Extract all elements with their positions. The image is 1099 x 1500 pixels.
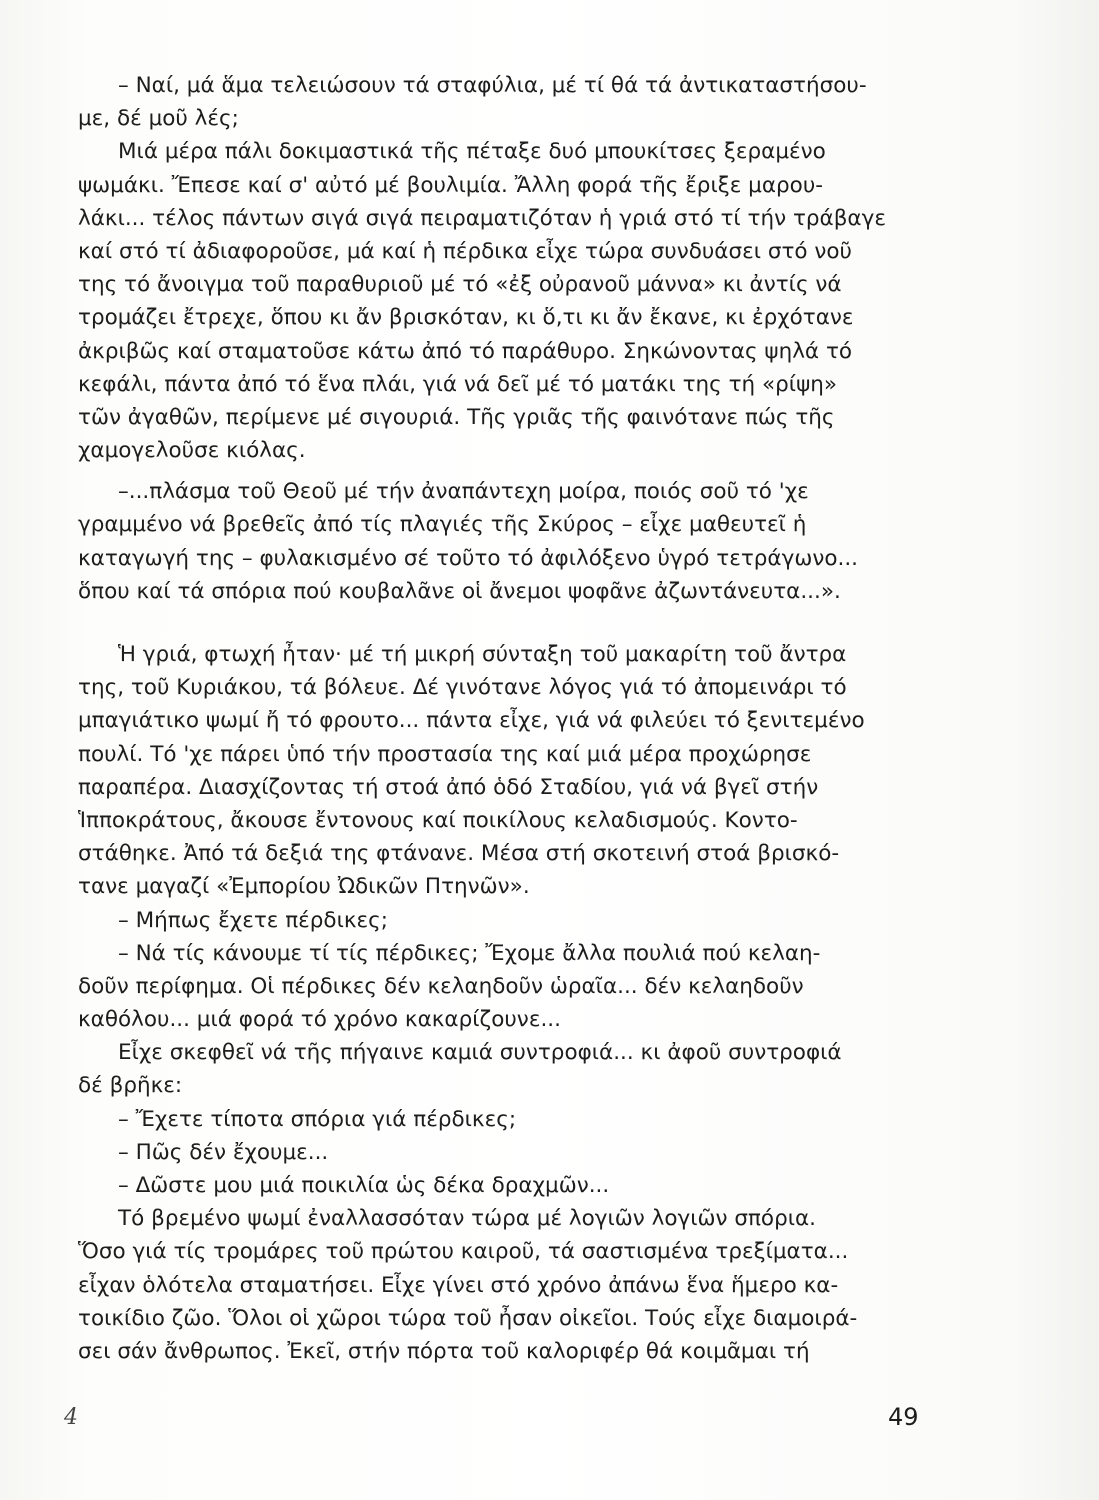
paragraph bbox=[78, 1036, 928, 1102]
text-line: της τό ἄνοιγμα τοῦ παραθυριοῦ μέ τό «ἐξ οὐρανοῦ μάννα» κι ἀντίς νά bbox=[78, 272, 842, 298]
text-line: Εἶχε σκεφθεῖ νά τῆς πήγαινε καμιά συντροφιά... κι ἀφοῦ συντροφιά bbox=[118, 1040, 842, 1066]
paragraph bbox=[78, 638, 928, 904]
paragraph bbox=[78, 1202, 928, 1368]
text-line: με, δέ μοῦ λές; bbox=[78, 106, 239, 132]
text-line: ἀκριβῶς καί σταματοῦσε κάτω ἀπό τό παράθυρο. Σηκώνοντας ψηλά τό bbox=[78, 338, 853, 364]
text-line: τοικίδιο ζῶο. Ὅλοι οἱ χῶροι τώρα τοῦ ἦσαν οἰκεῖοι. Τούς εἶχε διαμοιρά- bbox=[78, 1305, 858, 1331]
text-line: –...πλάσμα τοῦ Θεοῦ μέ τήν ἀναπάντεχη μοίρα, ποιός σοῦ τό 'χε bbox=[118, 479, 809, 505]
text-line: δοῦν περίφημα. Οἱ πέρδικες δέν κελαηδοῦν ὡραῖα... δέν κελαηδοῦν bbox=[78, 973, 804, 999]
text-line: – Ἔχετε τίποτα σπόρια γιά πέρδικες; bbox=[118, 1106, 517, 1132]
text-line: καί στό τί ἀδιαφοροῦσε, μά καί ἡ πέρδικα εἶχε τώρα συνδυάσει στό νοῦ bbox=[78, 238, 852, 264]
text-line: – Δῶστε μου μιά ποικιλία ὡς δέκα δραχμῶν... bbox=[118, 1173, 610, 1198]
text-line: δέ βρῆκε: bbox=[78, 1073, 183, 1099]
text-line: λάκι... τέλος πάντων σιγά σιγά πειραματιζόταν ἡ γριά στό τί τήν τράβαγε bbox=[78, 205, 886, 231]
paragraph bbox=[78, 1169, 928, 1202]
text-line: τῶν ἀγαθῶν, περίμενε μέ σιγουριά. Τῆς γριᾶς τῆς φαινότανε πώς τῆς bbox=[78, 404, 835, 430]
text-line: χαμογελοῦσε κιόλας. bbox=[78, 438, 306, 464]
text-line: μπαγιάτικο ψωμί ἤ τό φρουτο... πάντα εἶχε, γιά νά φιλεύει τό ξενιτεμένο bbox=[78, 708, 865, 734]
text-line: τρομάζει ἔτρεχε, ὅπου κι ἄν βρισκόταν, κι ὅ,τι κι ἄν ἔκανε, κι ἐρχότανε bbox=[78, 305, 854, 331]
text-line: Μιά μέρα πάλι δοκιμαστικά τῆς πέταξε δυό μπουκίτσες ξεραμένο bbox=[118, 139, 826, 165]
body-text bbox=[78, 69, 928, 1368]
paragraph bbox=[78, 69, 928, 135]
text-line: ὅπου καί τά σπόρια πού κουβαλᾶνε οἱ ἄνεμοι ψοφᾶνε ἀζωντάνευτα...». bbox=[78, 578, 841, 604]
text-line: της, τοῦ Κυριάκου, τά βόλευε. Δέ γινότανε λόγος γιά τό ἀπομεινάρι τό bbox=[78, 675, 847, 701]
text-line: κεφάλι, πάντα ἀπό τό ἕνα πλάι, γιά νά δεῖ μέ τό ματάκι της τή «ρίψη» bbox=[78, 371, 838, 397]
text-line: στάθηκε. Ἀπό τά δεξιά της φτάνανε. Μέσα στή σκοτεινή στοά βρισκό- bbox=[78, 841, 840, 867]
paragraph bbox=[78, 1136, 928, 1169]
text-line: πουλί. Τό 'χε πάρει ὑπό τήν προστασία της καί μιά μέρα προχώρησε bbox=[78, 741, 812, 767]
text-line: Ἱπποκράτους, ἄκουσε ἔντονους καί ποικίλους κελαδισμούς. Κοντο- bbox=[78, 807, 798, 833]
text-line: παραπέρα. Διασχίζοντας τή στοά ἀπό ὁδό Σταδίου, γιά νά βγεῖ στήν bbox=[78, 774, 819, 800]
text-line: ψωμάκι. Ἔπεσε καί σ' αὐτό μέ βουλιμία. Ἄλλη φορά τῆς ἔριξε μαρου- bbox=[78, 172, 824, 198]
paragraph bbox=[78, 1103, 928, 1136]
signature-mark: 4 bbox=[64, 1405, 78, 1430]
paragraph bbox=[78, 135, 928, 467]
page-number: 49 bbox=[888, 1403, 919, 1431]
text-line: Τό βρεμένο ψωμί ἐναλλασσόταν τώρα μέ λογιῶν λογιῶν σπόρια. bbox=[118, 1206, 817, 1232]
text-line: καθόλου... μιά φορά τό χρόνο κακαρίζουνε... bbox=[78, 1007, 561, 1033]
text-line: τανε μαγαζί «Ἐμπορίου Ὠδικῶν Πτηνῶν». bbox=[78, 874, 530, 900]
text-line: – Νά τίς κάνουμε τί τίς πέρδικες; Ἔχομε ἄλλα πουλιά πού κελαη- bbox=[118, 940, 821, 966]
paragraph bbox=[78, 475, 928, 608]
text-line: – Μήπως ἔχετε πέρδικες; bbox=[118, 907, 389, 933]
text-line: καταγωγή της – φυλακισμένο σέ τοῦτο τό ἀφιλόξενο ὑγρό τετράγωνο... bbox=[78, 545, 858, 571]
text-line: – Ναί, μά ἅμα τελειώσουν τά σταφύλια, μέ τί θά τά ἀντικαταστήσου- bbox=[118, 73, 867, 98]
section-gap bbox=[78, 608, 928, 638]
text-line: Ὅσο γιά τίς τρομάρες τοῦ πρώτου καιροῦ, τά σαστισμένα τρεξίματα... bbox=[78, 1239, 849, 1265]
text-line: σει σάν ἄνθρωπος. Ἐκεῖ, στήν πόρτα τοῦ καλοριφέρ θά κοιμᾶμαι τή bbox=[78, 1338, 810, 1364]
text-line: Ἡ γριά, φτωχή ἦταν· μέ τή μικρή σύνταξη τοῦ μακαρίτη τοῦ ἄντρα bbox=[118, 642, 847, 667]
paragraph bbox=[78, 937, 928, 1037]
text-line: εἶχαν ὁλότελα σταματήσει. Εἶχε γίνει στό χρόνο ἀπάνω ἕνα ἥμερο κα- bbox=[78, 1272, 839, 1298]
paragraph bbox=[78, 904, 928, 937]
paragraph-gap bbox=[78, 467, 928, 475]
text-line: – Πῶς δέν ἔχουμε... bbox=[118, 1139, 329, 1165]
text-line: γραμμένο νά βρεθεῖς ἀπό τίς πλαγιές τῆς Σκύρος – εἶχε μαθευτεῖ ἡ bbox=[78, 512, 807, 538]
